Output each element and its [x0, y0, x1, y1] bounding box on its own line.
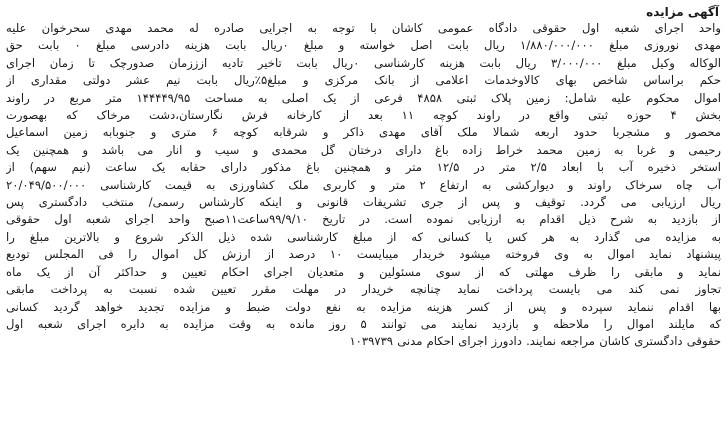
notice-line: واحد اجرای شعبه اول حقوقی دادگاه عمومی کاشان با توجه به اجرایی صادره له محمد مهدی سحرخوان علیه: [6, 21, 721, 35]
notice-line: بخش ۴ حوزه ثبتی واقع در راوند کوچه ۱۱ بعد از کارخانه فرش نگارستان،دشت مرخاک که بهصورت: [6, 108, 721, 123]
notice-title: آگهی مزایده: [646, 5, 719, 19]
notice-line: ریال ارزیابی می گردد. توقیف و پس از جری تشریفات قانونی و اینکه کارشناس رسمی/ منتخب دادگستری پس: [6, 195, 721, 210]
notice-line: استخر ذخیره آب با ابعاد ۲/۵ متر در ۱۲/۵ متر و همچنین باغ مذکور دارای حقابه یک ساعت (نیم سهم) از: [6, 160, 721, 175]
notice-line: بها اقدام ننماید سپرده و پس از کسر هزینه مزایده به نفع دولت ضبط و مزایده تجدید خواهد گردید کسانی: [6, 299, 721, 314]
notice-line: تجاوز نمی کند می بایست پرداخت نماید چنانچه خریدار در مهلت مقرر تعیین شده نسبت به پرداخت مابقی: [6, 282, 721, 297]
notice-line: محصور و مشجربا حدود اربعه شمالا ملک آقای مهدی ذاکر و شرقابه کوچه ۶ متری و جنوبابه زمین اسماعیل: [6, 125, 721, 140]
notice-body: [6, 20, 721, 351]
notice-line: به مزایده می گذارد به هر کس یا کسانی که از مبلغ کارشناسی شده ذیل الذکر شروع و بالاترین مبلغ را: [6, 229, 721, 244]
notice-line: نماید و مابقی را ظرف مهلتی که از سوی مسئولین و متعدیان اجرای احکام تعیین و حداکثر آن از یک ماه: [6, 264, 721, 279]
notice-line: الوکاله وکیل مبلغ ۳/۰۰۰/۰۰۰ ریال بابت هزینه کارشناسی ۰ریال بابت تاخیر تادیه ازززمان صدورچک تا زمان اجرای: [6, 55, 721, 70]
notice-line: پیشنهاد نماید اموال به وی فروخته میشود خریدار میبایست ۱۰ درصد از ارزش کل اموال را فی المجلس تودیع: [6, 247, 721, 262]
notice-line: رحیمی و غربا به زمین محمد خراط زاده باغ دارای درختان گل محمدی و سیب و انار می باشد و همچنین یک: [6, 142, 721, 157]
notice-line: حکم براساس شاخص بهای کالاوخدمات اعلامی از بانک مرکزی و مبلغ۵٪ریال بابت نیم عشر دولتی مقداری از: [6, 73, 721, 88]
notice-line: از بازدید به شرح ذیل اقدام به ارزیابی نموده است. در تاریخ ۹۹/۹/۱۰ساعت۱۱صبح واحد اجرای شعبه اول حقوقی: [6, 212, 721, 227]
notice-line: که مایلند اموال را ملاحظه و بازدید نمایند می توانند ۵ روز مانده به وقت مزایده به دایره اجرای شعبه اول: [6, 316, 721, 331]
notice-line: اموال محکوم علیه شامل: زمین پلاک ثبتی ۴۸۵۸ فرعی از یک اصلی به مساحت ۱۴۴۴۴۹/۹۵ متر مربع در راوند: [6, 90, 721, 105]
notice-line: آب چاه سرخاک راوند و دیوارکشی به ارتفاع ۲ متر و کاربری ملک کشاورزی به قیمت کارشناسی ۲۰/۰۴۹/۵۰۰/۰۰۰: [6, 177, 721, 192]
notice-line: حقوقی دادگستری کاشان مراجعه نمایند. دادورز اجرای احکام مدنی ۱۰۳۹۷۳۹: [349, 334, 721, 349]
notice-line: مهدی نوروزی مبلغ ۱/۸۸۰/۰۰۰/۰۰۰ ریال بابت اصل خواسته و مبلغ ۰ریال بابت هزینه دادرسی مبلغ ۰ بابت حق: [6, 38, 721, 53]
